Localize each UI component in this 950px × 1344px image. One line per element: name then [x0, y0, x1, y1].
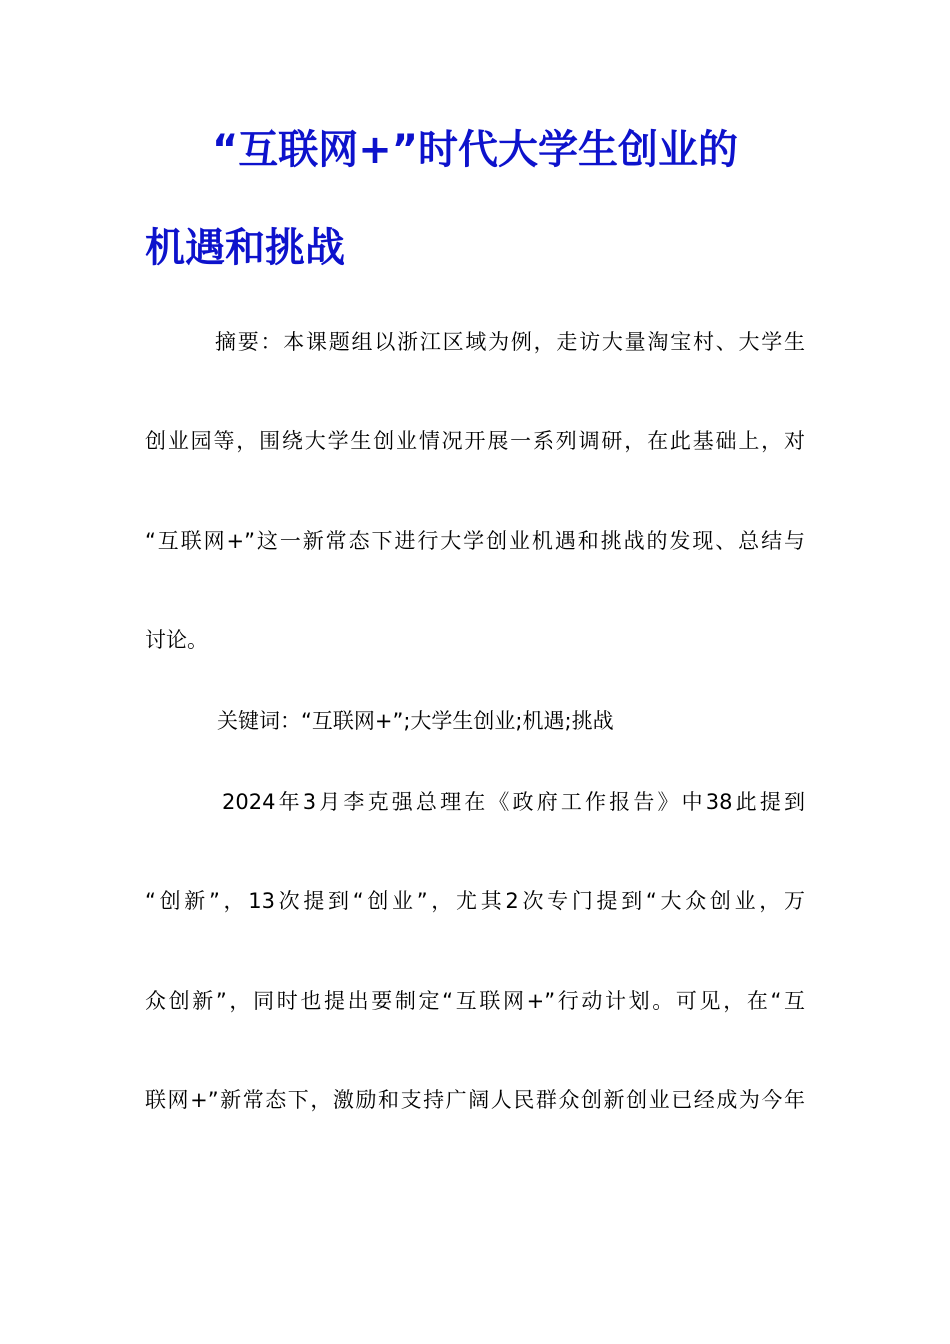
body-line: 众创新”，同时也提出要制定“互联网+”行动计划。可见，在“互 [145, 989, 805, 1013]
document-title-line-2: 机遇和挑战 [145, 225, 345, 271]
abstract-line: 摘要：本课题组以浙江区域为例，走访大量淘宝村、大学生 [215, 330, 805, 354]
abstract-line: 创业园等，围绕大学生创业情况开展一系列调研，在此基础上，对 [145, 429, 805, 453]
abstract-line: 讨论。 [145, 628, 208, 652]
keywords-line: 关键词：“互联网+”;大学生创业;机遇;挑战 [217, 709, 614, 733]
body-line: 2024年3月李克强总理在《政府工作报告》中38此提到 [222, 790, 805, 814]
abstract-line: “互联网+”这一新常态下进行大学创业机遇和挑战的发现、总结与 [145, 529, 805, 553]
document-title-line-1: “互联网+”时代大学生创业的 [211, 127, 739, 173]
body-line: 联网+”新常态下，激励和支持广阔人民群众创新创业已经成为今年 [145, 1088, 805, 1112]
body-line: “创新”，13次提到“创业”，尤其2次专门提到“大众创业，万 [145, 889, 805, 913]
